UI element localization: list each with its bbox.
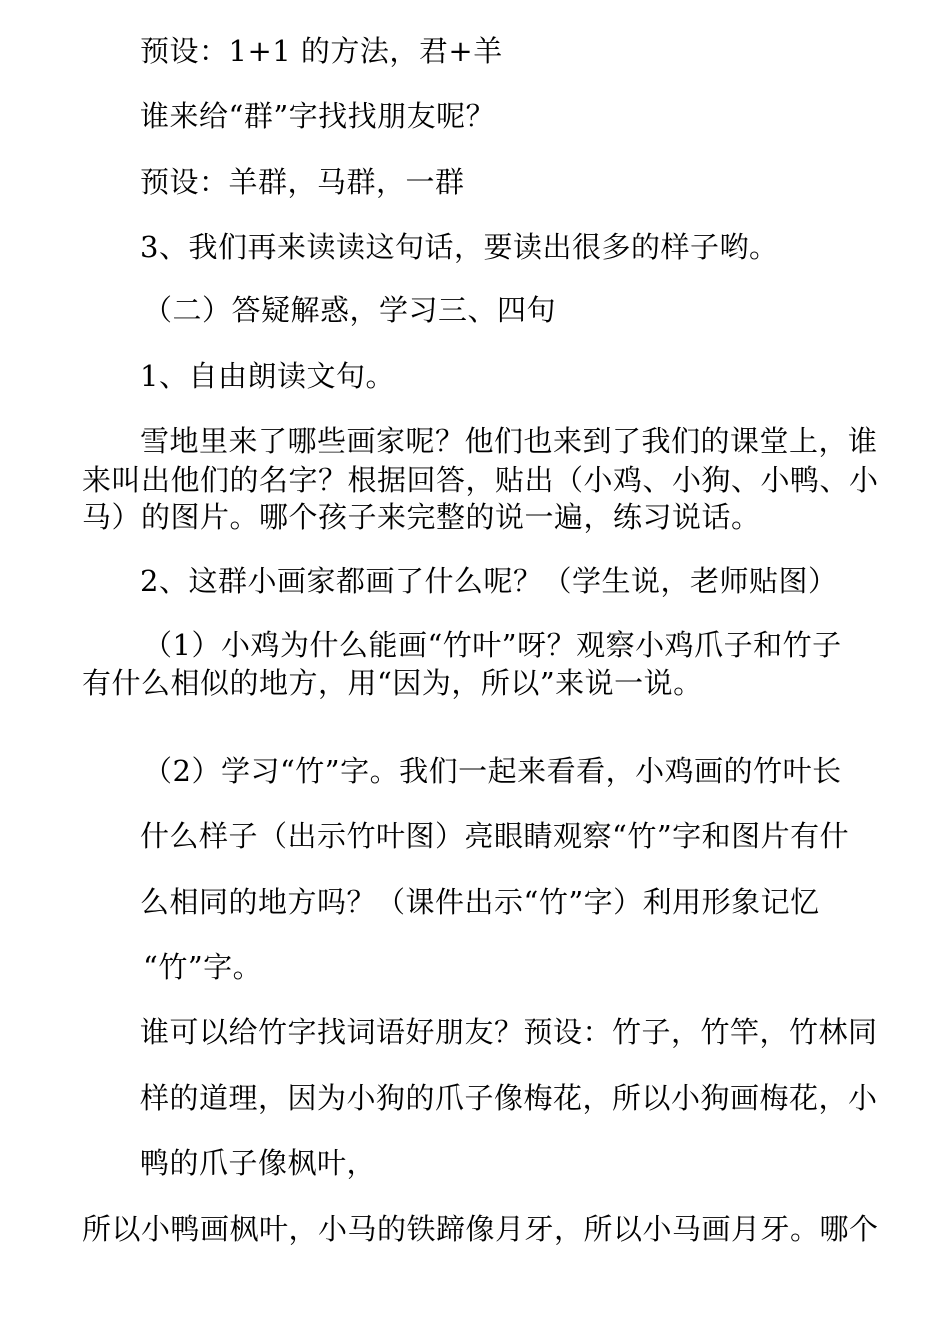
text-line-6: 1、自由朗读文句。 [140,359,395,393]
text-line-19: 鸭的爪子像枫叶， [140,1146,377,1180]
text-line-14: 什么样子（出示竹叶图）亮眼睛观察“竹”字和图片有什 [140,819,850,853]
text-line-9: 马）的图片。哪个孩子来完整的说一遍，练习说话。 [82,500,761,534]
text-line-15: 么相同的地方吗？（课件出示“竹”字）利用形象记忆 [140,885,820,919]
text-line-10: 2、这群小画家都画了什么呢？（学生说，老师贴图） [140,564,838,598]
text-line-2: 谁来给“群”字找找朋友呢？ [140,99,496,133]
text-line-20: 所以小鸭画枫叶，小马的铁蹄像月牙，所以小马画月牙。哪个 [82,1212,879,1246]
text-line-1: 预设：1+1 的方法，君+羊 [140,34,503,68]
text-line-8: 来叫出他们的名字？根据回答，贴出（小鸡、小狗、小鸭、小 [82,463,879,497]
text-line-12: 有什么相似的地方，用“因为，所以”来说一说。 [82,666,703,700]
text-line-18: 样的道理，因为小狗的爪子像梅花，所以小狗画梅花，小 [140,1081,878,1115]
text-line-13: （2）学习“竹”字。我们一起来看看，小鸡画的竹叶长 [143,754,842,788]
text-line-4: 3、我们再来读读这句话，要读出很多的样子哟。 [140,230,779,264]
section-heading: （二）答疑解惑，学习三、四句 [143,293,557,327]
text-line-7: 雪地里来了哪些画家呢？他们也来到了我们的课堂上，谁 [140,424,878,458]
text-line-3: 预设：羊群，马群，一群 [140,165,465,199]
text-line-11: （1）小鸡为什么能画“竹叶”呀？观察小鸡爪子和竹子 [143,628,842,662]
text-line-16: “竹”字。 [143,950,263,984]
text-line-17: 谁可以给竹字找词语好朋友？预设：竹子，竹竿，竹林同 [140,1015,878,1049]
